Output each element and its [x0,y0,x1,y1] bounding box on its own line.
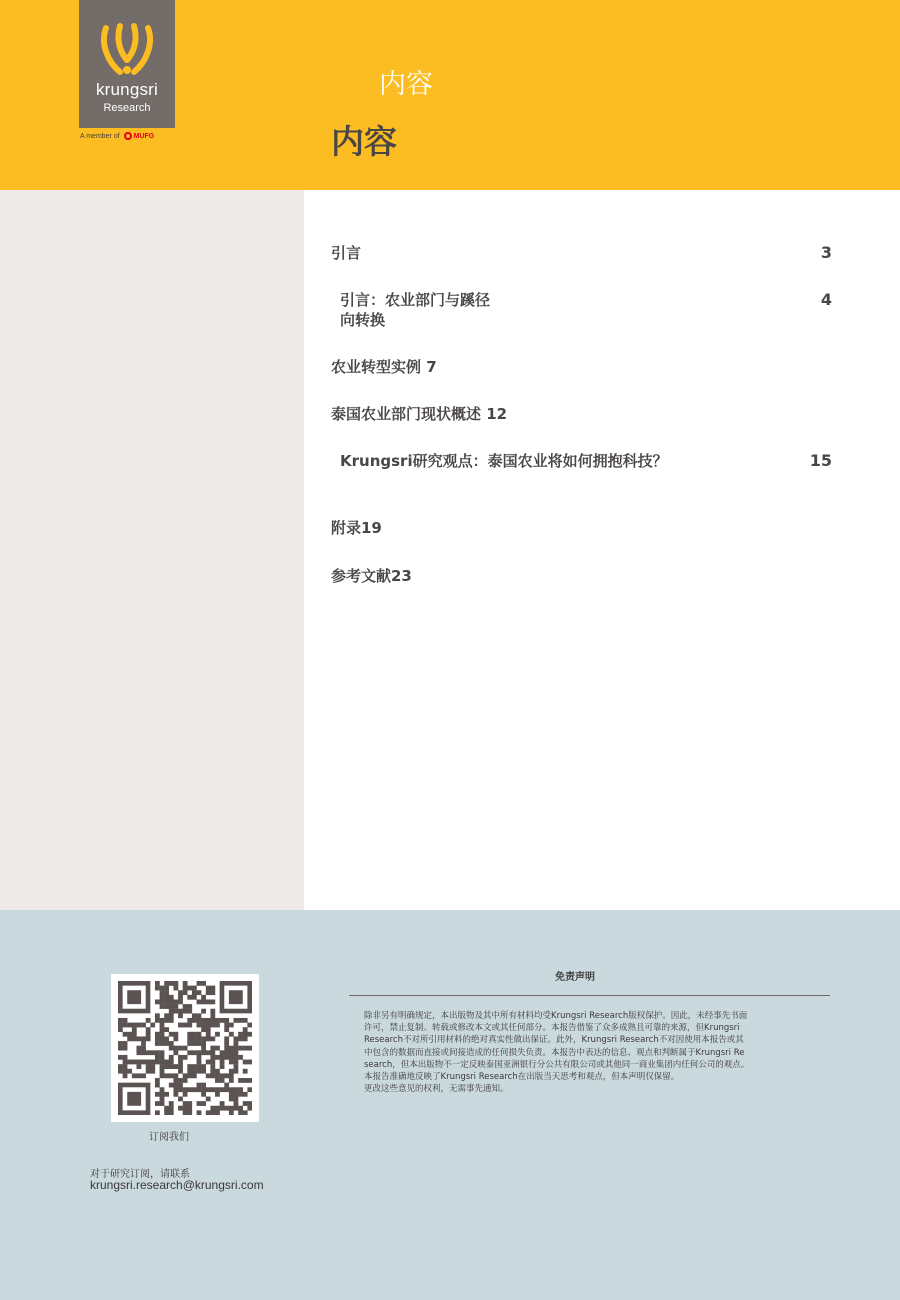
qr-caption: 订阅我们 [149,1132,189,1143]
toc-item-text: 泰国农业部门现状概述 12 [331,405,508,423]
toc-item-text: 引言：农业部门与蹊径 [340,291,491,309]
subscribe-qr-code[interactable] [111,974,259,1122]
page-title: 内容 [331,122,397,161]
toc-item-agri-transition[interactable] [340,290,490,330]
krungsri-logo[interactable] [79,0,175,128]
toc-item-text: 参考文献23 [331,567,412,585]
mufg-label: MUFG [133,133,155,140]
disclaimer-line: search，但本出版物不一定反映泰国亚洲银行分公共有限公司或其他同一商业集团内任何公司的观点。 [364,1059,750,1070]
toc-item-thai-agri-overview[interactable] [331,404,507,424]
mufg-mark-icon [124,132,132,140]
disclaimer-line: 许可，禁止复制、转载或修改本文或其任何部分。本报告借鉴了众多成熟且可靠的来源，但Krungsri [364,1023,740,1034]
toc-item-text: Krungsri研究观点：泰国农业将如何拥抱科技？ [340,452,668,470]
member-prefix: A member of [80,133,120,140]
toc-page-number: 4 [820,290,832,309]
qr-code-icon [118,981,252,1115]
disclaimer-line: 除非另有明确规定，本出版物及其中所有材料均受Krungsri Research版权保护。因此，未经事先书面 [364,1011,748,1021]
disclaimer-divider [349,995,830,996]
krungsri-emblem-icon [98,22,156,78]
toc-item-text-continued: 向转换 [340,311,386,329]
toc-item-text: 引言 [331,244,362,262]
disclaimer-line: 本报告准确地反映了Krungsri Research在出版当天思考和观点，但本声明仅保留。 [364,1072,680,1083]
toc-page-number: 3 [820,243,832,262]
toc-item-text: 附录19 [331,519,382,537]
disclaimer-title: 免责声明 [555,972,595,983]
toc-page-number: 15 [809,451,832,470]
toc-item-appendix[interactable] [331,518,382,538]
disclaimer-line: 更改这些意见的权利，无需事先通知。 [364,1084,509,1095]
contact-email-link[interactable]: krungsri.research@krungsri.com [90,1178,264,1192]
contact-prompt: 对于研究订阅，请联系 [90,1169,190,1180]
toc-item-intro[interactable] [331,243,361,263]
header-band [0,0,900,190]
member-of-mufg [80,132,154,140]
logo-wordmark: krungsri [95,80,159,99]
toc-item-references[interactable] [331,566,412,586]
toc-item-krungsri-view[interactable] [340,451,668,471]
disclaimer-line: Research不对所引用材料的绝对真实性做出保证。此外，Krungsri Research不对因使用本报告或其 [364,1035,744,1046]
header-small-title: 内容 [379,69,433,100]
toc-item-transformation-cases[interactable] [331,357,437,377]
left-side-panel [0,190,304,910]
logo-subtitle: Research [103,102,151,114]
disclaimer-line: 中包含的数据而直接或间接造成的任何损失负责。本报告中表达的信息、观点和判断属于Krungsri Re [364,1047,745,1058]
toc-item-text: 农业转型实例 7 [331,358,437,376]
disclaimer-body [364,1010,826,1095]
